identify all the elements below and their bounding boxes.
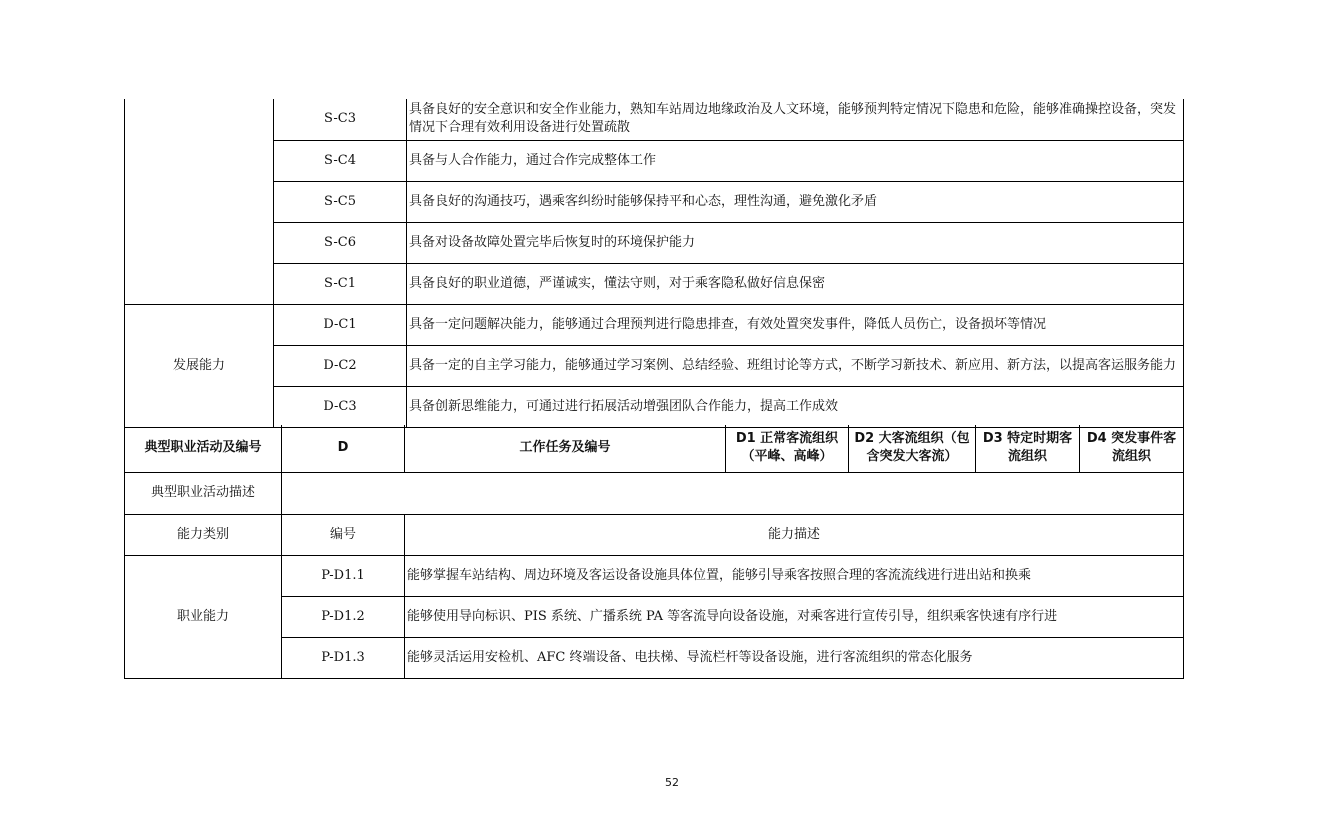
category-cell-professional: 职业能力 (125, 555, 282, 678)
desc-cell: 能够使用导向标识、PIS 系统、广播系统 PA 等客流导向设备设施，对乘客进行宣传引导，组织乘客快速有序行进 (405, 596, 1184, 637)
desc-cell: 具备一定问题解决能力，能够通过合理预判进行隐患排查，有效处置突发事件，降低人员伤亡，设备损坏等情况 (407, 304, 1184, 345)
task-label: 工作任务及编号 (405, 425, 726, 472)
desc-cell: 具备对设备故障处置完毕后恢复时的环境保护能力 (407, 222, 1184, 263)
code-cell: S-C4 (274, 140, 407, 181)
col-header-category: 能力类别 (125, 514, 282, 555)
col-header-code: 编号 (282, 514, 405, 555)
desc-cell: 能够掌握车站结构、周边环境及客运设备设施具体位置，能够引导乘客按照合理的客流流线进行进出站和换乘 (405, 555, 1184, 596)
code-cell: S-C1 (274, 263, 407, 304)
desc-cell: 具备与人合作能力，通过合作完成整体工作 (407, 140, 1184, 181)
code-cell: S-C3 (274, 99, 407, 140)
task-d3: D3 特定时期客流组织 (976, 425, 1080, 472)
col-header-desc: 能力描述 (405, 514, 1184, 555)
desc-cell: 具备一定的自主学习能力，能够通过学习案例、总结经验、班组讨论等方式，不断学习新技术、新应用、新方法，以提高客运服务能力 (407, 345, 1184, 386)
activity-desc-label: 典型职业活动描述 (125, 472, 282, 514)
code-cell: P-D1.2 (282, 596, 405, 637)
desc-cell: 具备良好的沟通技巧，遇乘客纠纷时能够保持平和心态，理性沟通，避免激化矛盾 (407, 181, 1184, 222)
code-cell: S-C6 (274, 222, 407, 263)
page-number: 52 (665, 776, 679, 789)
ability-table-lower (124, 425, 1184, 679)
category-cell-empty (125, 99, 274, 304)
code-cell: D-C2 (274, 345, 407, 386)
desc-cell: 能够灵活运用安检机、AFC 终端设备、电扶梯、导流栏杆等设备设施，进行客流组织的常态化服务 (405, 637, 1184, 678)
code-cell: D-C1 (274, 304, 407, 345)
code-cell: S-C5 (274, 181, 407, 222)
desc-cell: 具备创新思维能力，可通过进行拓展活动增强团队合作能力，提高工作成效 (407, 386, 1184, 427)
category-cell-development: 发展能力 (125, 304, 274, 427)
code-cell: D-C3 (274, 386, 407, 427)
task-d1: D1 正常客流组织（平峰、高峰） (726, 425, 849, 472)
desc-cell: 具备良好的安全意识和安全作业能力，熟知车站周边地缘政治及人文环境，能够预判特定情况下隐患和危险，能够准确操控设备，突发情况下合理有效利用设备进行处置疏散 (407, 99, 1184, 140)
activity-label: 典型职业活动及编号 (125, 425, 282, 472)
task-d4: D4 突发事件客流组织 (1080, 425, 1184, 472)
code-cell: P-D1.3 (282, 637, 405, 678)
code-cell: P-D1.1 (282, 555, 405, 596)
ability-table-upper (124, 99, 1184, 428)
task-d2: D2 大客流组织（包含突发大客流） (849, 425, 976, 472)
activity-code: D (282, 425, 405, 472)
desc-cell: 具备良好的职业道德，严谨诚实，懂法守则，对于乘客隐私做好信息保密 (407, 263, 1184, 304)
activity-desc-value (282, 472, 1184, 514)
